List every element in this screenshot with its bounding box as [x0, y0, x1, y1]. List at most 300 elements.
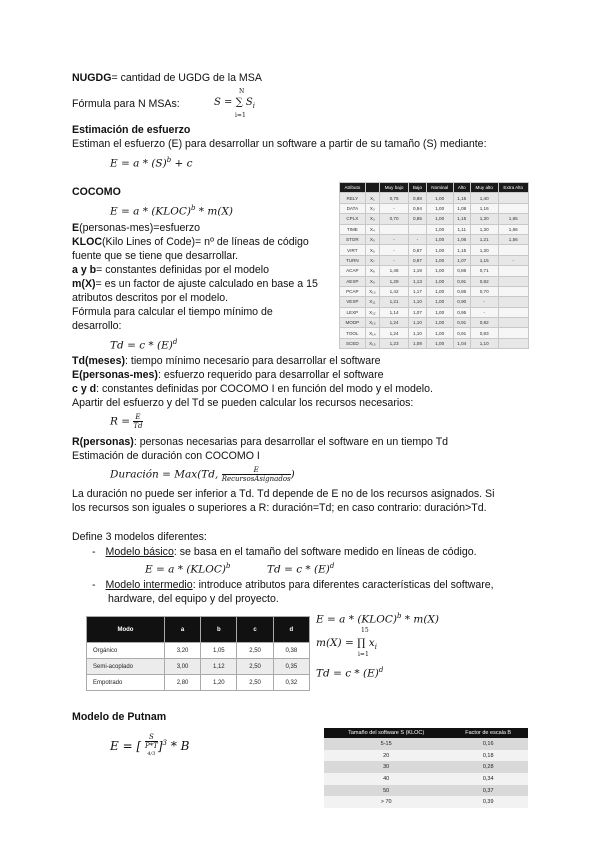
attr-cell: 1,40 [470, 193, 498, 203]
attr-cell: - [470, 297, 498, 307]
modo-cell: 1,12 [201, 659, 237, 675]
attr-cell: 1,15 [453, 193, 470, 203]
attr-cell: 0,85 [409, 214, 427, 224]
attr-cell: - [409, 234, 427, 244]
cocomo-line-text: = es un factor de ajuste calculado en base a 15 [95, 278, 318, 290]
attr-cell: SCED [340, 338, 366, 348]
attr-cell: 1,66 [498, 224, 528, 234]
attributes-table-row [340, 318, 529, 328]
modelo-intermedio [92, 579, 494, 592]
attr-cell: 1,10 [409, 328, 427, 338]
cocomo-line [72, 306, 273, 319]
attr-cell: 1,23 [379, 338, 408, 348]
putnam-cell: 30 [324, 761, 448, 773]
attr-header-cell: Bajo [409, 183, 427, 193]
attr-cell: 0,82 [470, 276, 498, 286]
putnam-cell: 0,28 [448, 761, 528, 773]
putnam-formula-den-exp: 4/3 [147, 751, 156, 757]
attr-cell: - [379, 234, 408, 244]
basico-formula-td-exp: d [329, 562, 335, 570]
side-formula-m-sub: i [374, 643, 377, 652]
attr-cell [498, 266, 528, 276]
modelo-basico-text: : se basa en el tamaño del software medido en líneas de código. [173, 546, 477, 558]
attr-cell: TURN [340, 255, 366, 265]
cocomo-def-term: Td(meses) [72, 355, 125, 367]
nugdg-term: NUGDG [72, 72, 112, 84]
attr-cell: 1,07 [409, 307, 427, 317]
cocomo-line [72, 222, 200, 235]
putnam-formula-right: ] [157, 739, 163, 754]
putnam-header-cell: Factor de escala B [448, 728, 528, 738]
attr-cell: 1,07 [453, 255, 470, 265]
attributes-table-row [340, 255, 529, 265]
attributes-table-row [340, 266, 529, 276]
attr-cell: 1,08 [409, 338, 427, 348]
putnam-cell: 0,18 [448, 750, 528, 762]
cocomo-line-term: KLOC [72, 236, 103, 248]
putnam-cell: 0,34 [448, 773, 528, 785]
attr-cell: 1,46 [379, 266, 408, 276]
cocomo-line-text: = constantes definidas por el modelo [96, 264, 270, 276]
attr-cell: 1,00 [426, 276, 453, 286]
attr-cell: 0,75 [379, 193, 408, 203]
cocomo-line-text: fuente que se tiene que desarrollar. [72, 250, 239, 262]
modo-table-header [87, 617, 310, 643]
attributes-table-row [340, 286, 529, 296]
cocomo-line [72, 292, 228, 305]
attr-cell: X₁₄ [365, 328, 379, 338]
attr-cell: PCAP [340, 286, 366, 296]
attr-cell [498, 203, 528, 213]
estimacion-formula [110, 156, 193, 170]
attr-cell: 1,00 [426, 286, 453, 296]
attr-cell: 1,08 [453, 203, 470, 213]
attr-cell: 1,24 [379, 328, 408, 338]
attr-cell: 0,82 [470, 318, 498, 328]
bullet-dash: - [92, 579, 96, 591]
attr-header-cell: Alto [453, 183, 470, 193]
modelo-intermedio-text-2: hardware, del equipo y del proyecto. [108, 593, 279, 605]
cocomo-line-term: a y b [72, 264, 97, 276]
cocomo-formula-tail: * m(X) [195, 205, 234, 218]
cocomo-def [72, 397, 413, 410]
attr-cell: 0,87 [409, 255, 427, 265]
attr-cell [498, 328, 528, 338]
putnam-cell: > 70 [324, 796, 448, 808]
side-formula-m-bottom: i=1 [358, 651, 369, 658]
attr-cell: VIRT [340, 245, 366, 255]
cocomo-line-text: atributos descritos por el modelo. [72, 292, 229, 304]
attr-cell: 0,91 [453, 318, 470, 328]
attr-cell: MODP [340, 318, 366, 328]
cocomo-formula-main: E = a * (KLOC) [110, 205, 191, 218]
estimacion-formula-main: E = a * (S) [110, 157, 167, 170]
duracion-text-1: La duración no puede ser inferior a Td. Td depende de E no de los recursos asignados. Si [72, 488, 495, 500]
attr-cell [498, 245, 528, 255]
side-formula-e [316, 612, 439, 626]
cocomo-def-term: c y d [72, 383, 97, 395]
side-formula-m-top: 15 [361, 627, 369, 634]
attr-cell: 1,00 [426, 297, 453, 307]
msa-formula-bottom: i=1 [235, 112, 246, 119]
modo-cell: 0,35 [273, 659, 309, 675]
putnam-cell: 5-15 [324, 738, 448, 750]
basico-formula-e-main: E = a * (KLOC) [145, 563, 226, 576]
putnam-table-row [324, 785, 528, 797]
r-formula [110, 413, 143, 430]
attr-cell: LEXP [340, 307, 366, 317]
putnam-formula-num: S [145, 733, 158, 742]
side-formula-td-main: Td = c * (E) [316, 667, 379, 680]
cocomo-formula [110, 204, 233, 218]
modo-header-cell: c [237, 617, 273, 643]
duracion-formula-fraction [222, 466, 291, 483]
cocomo-line-text: (personas-mes)=esfuerzo [79, 222, 201, 234]
attributes-table-row [340, 224, 529, 234]
modo-cell: 1,05 [201, 643, 237, 659]
attr-cell: 1,06 [453, 234, 470, 244]
attr-cell: X₁₂ [365, 307, 379, 317]
attr-cell: 1,00 [426, 224, 453, 234]
attr-cell: STOR [340, 234, 366, 244]
modelos-intro: Define 3 modelos diferentes: [72, 531, 207, 543]
cocomo-def-text: : tiempo mínimo necesario para desarrollar el software [124, 355, 381, 367]
modo-header-cell: d [273, 617, 309, 643]
attr-cell: X₄ [365, 224, 379, 234]
cocomo-def [72, 369, 384, 382]
basico-formula-td [267, 562, 334, 576]
modo-table [86, 616, 310, 691]
attr-cell: 1,00 [426, 255, 453, 265]
msa-formula-main: S = ∑ S [214, 97, 253, 108]
attr-cell: - [498, 255, 528, 265]
attr-cell: 0,95 [453, 307, 470, 317]
side-formula-e-main: E = a * (KLOC) [316, 613, 397, 626]
nugdg-definition [72, 72, 262, 85]
attr-cell: 1,15 [470, 255, 498, 265]
cocomo-line-term: m(X) [72, 278, 96, 290]
modo-cell: 2,50 [237, 659, 273, 675]
putnam-formula-den [145, 742, 158, 760]
side-formula-e-tail: * m(X) [401, 613, 440, 626]
duracion-label: Estimación de duración con COCOMO I [72, 450, 260, 462]
duracion-formula-den: RecursosAsignados [221, 475, 291, 483]
r-formula-den: Td [133, 422, 143, 430]
attr-cell: 1,16 [470, 203, 498, 213]
modo-cell: 2,50 [237, 675, 273, 691]
attr-cell: 0,70 [379, 214, 408, 224]
msa-formula-top: N [239, 88, 245, 95]
attr-cell: 1,14 [379, 307, 408, 317]
attributes-table [339, 182, 529, 349]
attr-cell: 0,83 [470, 328, 498, 338]
attr-header-cell [365, 183, 379, 193]
r-formula-fraction [133, 413, 142, 430]
attr-cell: X₁₅ [365, 338, 379, 348]
attr-cell: 1,17 [409, 286, 427, 296]
attr-cell: X₆ [365, 245, 379, 255]
estimacion-heading: Estimación de esfuerzo [72, 124, 191, 136]
duracion-formula-num: E [222, 466, 291, 475]
cocomo-line [72, 320, 121, 333]
attr-cell: VEXP [340, 297, 366, 307]
attr-cell: DATA [340, 203, 366, 213]
cocomo-line [72, 264, 269, 277]
attr-header-cell: Atributo [340, 183, 366, 193]
estimacion-formula-tail: + c [171, 157, 193, 170]
attr-cell: 0,86 [453, 266, 470, 276]
cocomo-def-text: Apartir del esfuerzo y del Td se pueden calcular los recursos necesarios: [72, 397, 414, 409]
attr-cell [498, 318, 528, 328]
attr-cell [498, 276, 528, 286]
putnam-header-cell: Tamaño del software S (KLOC) [324, 728, 448, 738]
attr-cell: 1,21 [379, 297, 408, 307]
attributes-table-row [340, 328, 529, 338]
attr-cell: 1,00 [426, 245, 453, 255]
attr-cell: 0,90 [453, 297, 470, 307]
attributes-table-row [340, 297, 529, 307]
putnam-formula-fraction [145, 733, 158, 760]
r-formula-num: E [133, 413, 142, 422]
attr-cell: ACAP [340, 266, 366, 276]
putnam-cell: 0,39 [448, 796, 528, 808]
modo-cell: 3,00 [164, 659, 200, 675]
attr-cell: 1,42 [379, 286, 408, 296]
attr-cell: 1,00 [426, 266, 453, 276]
cocomo-formula-exp: b [190, 204, 196, 212]
modelo-basico [92, 546, 477, 559]
putnam-cell: 40 [324, 773, 448, 785]
modo-cell: Semi-acoplado [87, 659, 165, 675]
attr-cell: CPLX [340, 214, 366, 224]
attr-cell [498, 297, 528, 307]
estimacion-formula-exp: b [166, 156, 172, 164]
attr-cell [409, 224, 427, 234]
r-def-term: R(personas) [72, 436, 134, 448]
attr-cell: 1,10 [470, 338, 498, 348]
attr-cell: 0,94 [409, 203, 427, 213]
modo-cell: 2,50 [237, 643, 273, 659]
duracion-text-2: los recursos son iguales o superiores a R: duración=Td; en caso contrario: duración>Td. [72, 502, 487, 514]
cocomo-heading: COCOMO [72, 186, 121, 198]
attr-cell: X₉ [365, 276, 379, 286]
formula-label: Fórmula para N MSAs: [72, 98, 180, 110]
cocomo-line [72, 250, 238, 263]
attr-cell: 1,21 [470, 234, 498, 244]
attr-cell: 0,88 [409, 193, 427, 203]
modo-cell: 0,38 [273, 643, 309, 659]
attr-cell: 0,91 [453, 276, 470, 286]
attr-cell [498, 307, 528, 317]
attr-cell: 1,13 [409, 276, 427, 286]
modo-cell: 3,20 [164, 643, 200, 659]
attr-cell: 1,10 [409, 318, 427, 328]
cocomo-line-text: Fórmula para calcular el tiempo mínimo de [72, 306, 273, 318]
attr-cell: X₅ [365, 234, 379, 244]
msa-formula [214, 97, 255, 110]
attr-cell: 0,70 [470, 286, 498, 296]
attr-cell: X₁₀ [365, 286, 379, 296]
attr-cell: 1,04 [453, 338, 470, 348]
modo-cell: Empotrado [87, 675, 165, 691]
attr-cell: 1,00 [426, 214, 453, 224]
putnam-table-row [324, 773, 528, 785]
attr-cell: - [379, 245, 408, 255]
attr-header-cell: Nominal [426, 183, 453, 193]
putnam-table-row [324, 750, 528, 762]
modo-header-cell: Modo [87, 617, 165, 643]
side-formula-td [316, 666, 383, 680]
attr-cell: 1,30 [470, 245, 498, 255]
putnam-cell: 50 [324, 785, 448, 797]
putnam-formula-exp: 3 [162, 739, 167, 748]
cocomo-line [72, 278, 318, 291]
putnam-formula [110, 733, 189, 760]
attr-cell: 1,00 [426, 234, 453, 244]
attr-cell: X₇ [365, 255, 379, 265]
estimacion-text: Estiman el esfuerzo (E) para desarrollar un software a partir de su tamaño (S) mediante: [72, 138, 487, 150]
attr-cell: 1,19 [409, 266, 427, 276]
putnam-table-row [324, 761, 528, 773]
cocomo-line-term: E [72, 222, 80, 234]
cocomo-def-text: : esfuerzo requerido para desarrollar el software [157, 369, 384, 381]
attr-cell: RELY [340, 193, 366, 203]
attr-cell: 1,56 [498, 234, 528, 244]
putnam-formula-den-main: P*T [144, 742, 158, 750]
td-formula-exp: d [172, 338, 178, 346]
basico-formula-e [145, 562, 230, 576]
attr-cell: 1,00 [426, 307, 453, 317]
attr-cell: AEXP [340, 276, 366, 286]
cocomo-def [72, 383, 433, 396]
attr-header-cell: Extra Alto [498, 183, 528, 193]
modo-header-cell: b [201, 617, 237, 643]
attr-cell: 0,91 [453, 328, 470, 338]
td-formula-main: Td = c * (E) [110, 339, 173, 352]
modo-cell: 1,20 [201, 675, 237, 691]
attr-cell: X₈ [365, 266, 379, 276]
cocomo-line-text: desarrollo: [72, 320, 122, 332]
attr-cell: 1,15 [453, 214, 470, 224]
attributes-table-row [340, 203, 529, 213]
attr-cell: 1,00 [426, 193, 453, 203]
putnam-heading: Modelo de Putnam [72, 711, 167, 723]
attr-cell: - [470, 307, 498, 317]
attr-cell: 1,29 [379, 276, 408, 286]
modelo-intermedio-label: Modelo intermedio [105, 579, 193, 591]
attr-cell: X₁ [365, 193, 379, 203]
attr-cell: X₃ [365, 214, 379, 224]
msa-formula-sub: i [252, 102, 256, 110]
modo-table-row [87, 643, 310, 659]
attr-cell: X₂ [365, 203, 379, 213]
putnam-table-header [324, 728, 528, 738]
attr-cell: 1,30 [470, 224, 498, 234]
modelo-basico-label: Modelo básico [105, 546, 174, 558]
attr-cell: - [379, 203, 408, 213]
cocomo-def-term: E(personas-mes) [72, 369, 158, 381]
attr-cell: - [379, 255, 408, 265]
duracion-formula [110, 466, 295, 483]
attr-cell [498, 286, 528, 296]
putnam-cell: 20 [324, 750, 448, 762]
attributes-table-row [340, 276, 529, 286]
putnam-cell: 0,37 [448, 785, 528, 797]
basico-formula-e-exp: b [225, 562, 231, 570]
putnam-formula-tail: * B [167, 739, 190, 754]
attr-cell [498, 338, 528, 348]
attr-cell [379, 224, 408, 234]
duracion-formula-close: ) [290, 468, 295, 481]
putnam-table-row [324, 796, 528, 808]
attr-cell: TIME [340, 224, 366, 234]
attributes-table-row [340, 245, 529, 255]
modo-cell: Orgánico [87, 643, 165, 659]
r-formula-main: R = [110, 415, 131, 428]
attr-cell: 1,11 [453, 224, 470, 234]
attr-cell: 1,24 [379, 318, 408, 328]
attributes-table-row [340, 338, 529, 348]
cocomo-def [72, 355, 381, 368]
attr-cell: 0,86 [453, 286, 470, 296]
attr-cell: 1,00 [426, 338, 453, 348]
side-formula-m-main: m(X) = ∏ x [316, 637, 375, 649]
bullet-dash: - [92, 546, 96, 558]
attributes-table-row [340, 307, 529, 317]
attr-cell: X₁₃ [365, 318, 379, 328]
putnam-table [324, 728, 528, 808]
modo-table-row [87, 675, 310, 691]
attr-cell: 1,00 [426, 203, 453, 213]
modo-table-row [87, 659, 310, 675]
attributes-table-header [340, 183, 529, 193]
side-formula-e-exp: b [396, 612, 402, 620]
attributes-table-row [340, 193, 529, 203]
basico-formula-td-main: Td = c * (E) [267, 563, 330, 576]
putnam-formula-left: E = [ [110, 739, 142, 754]
attr-cell: 1,00 [426, 318, 453, 328]
cocomo-line-text: (Kilo Lines of Code)= nº de líneas de código [102, 236, 309, 248]
attr-cell: 1,10 [409, 297, 427, 307]
attr-cell: 1,65 [498, 214, 528, 224]
attr-header-cell: Muy alto [470, 183, 498, 193]
attr-cell: X₁₁ [365, 297, 379, 307]
attr-cell: 0,87 [409, 245, 427, 255]
attr-cell: 1,00 [426, 328, 453, 338]
modo-cell: 0,32 [273, 675, 309, 691]
modelo-intermedio-text: : introduce atributos para diferentes características del software, [192, 579, 494, 591]
modo-cell: 2,80 [164, 675, 200, 691]
putnam-cell: 0,16 [448, 738, 528, 750]
cocomo-line [72, 236, 309, 249]
attributes-table-row [340, 234, 529, 244]
attr-cell [498, 193, 528, 203]
modo-header-cell: a [164, 617, 200, 643]
attributes-table-row [340, 214, 529, 224]
duracion-formula-main: Duración = Max(Td, [110, 468, 219, 481]
r-definition [72, 436, 448, 449]
putnam-table-row [324, 738, 528, 750]
side-formula-m [316, 637, 377, 651]
td-formula [110, 338, 177, 352]
attr-cell: 1,15 [453, 245, 470, 255]
attr-cell: 0,71 [470, 266, 498, 276]
side-formula-td-exp: d [378, 666, 384, 674]
attr-header-cell: Muy bajo [379, 183, 408, 193]
attr-cell: TOOL [340, 328, 366, 338]
r-def-text: : personas necesarias para desarrollar el software en un tiempo Td [133, 436, 449, 448]
cocomo-def-text: : constantes definidas por COCOMO I en función del modo y el modelo. [96, 383, 433, 395]
